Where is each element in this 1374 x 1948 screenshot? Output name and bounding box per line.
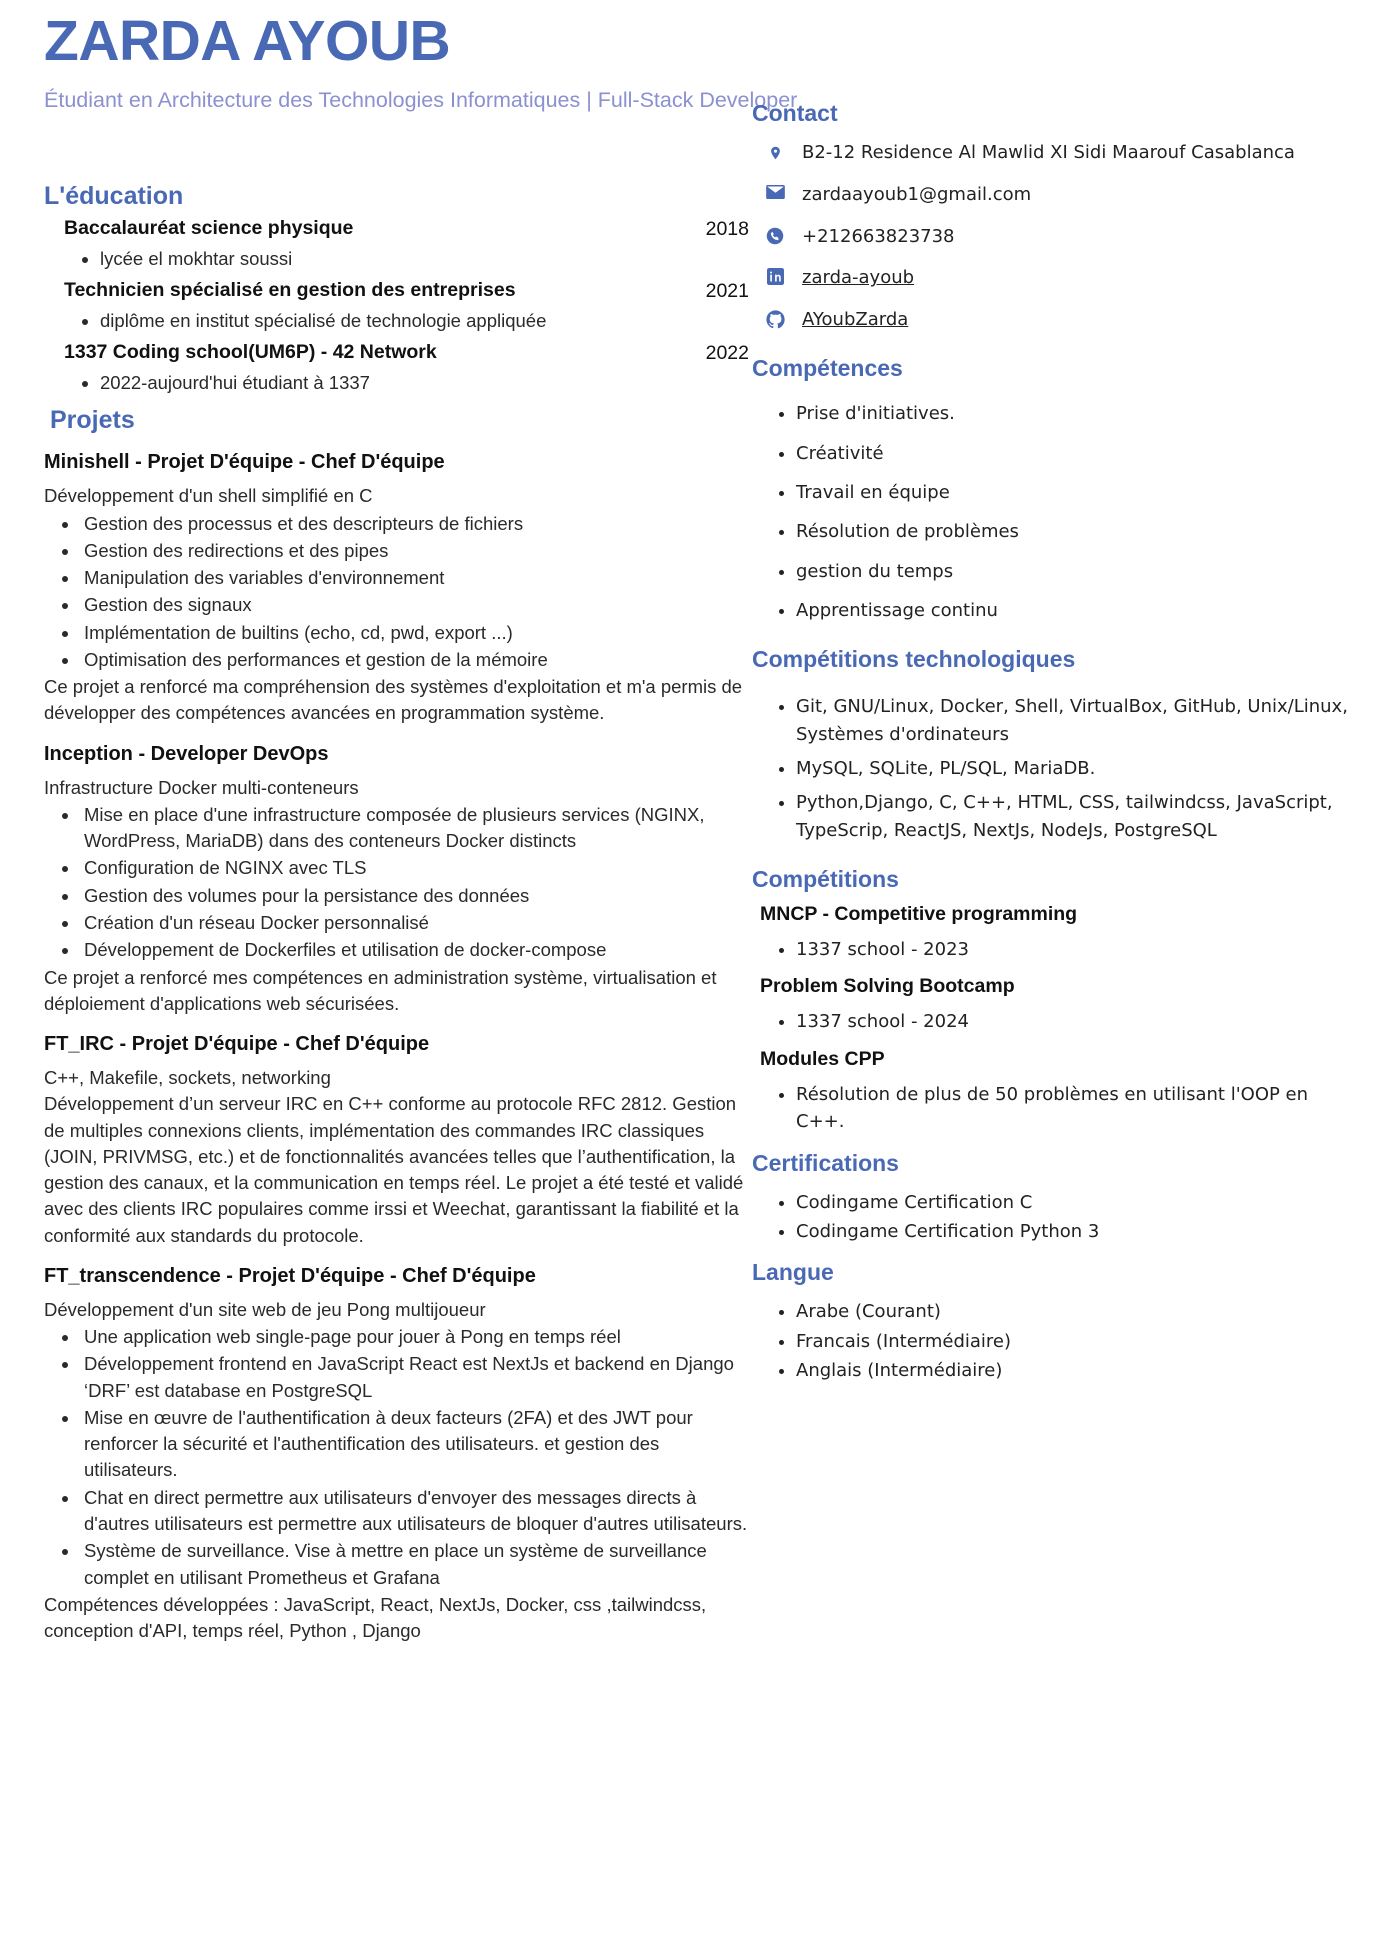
education-year: 2018 <box>705 218 749 240</box>
education-title: Baccalauréat science physique <box>64 217 354 239</box>
list-item: • diplôme en institut spécialisé de technologie appliquée <box>100 307 749 335</box>
project-summary: Développement d’un serveur IRC en C++ conforme au protocole RFC 2812. Gestion de multiples connexions clients, implémentation des commandes IRC classiques (JOIN, PRIVMSG, etc.) et de fonctionnalités avancées telles que l’authentification, la gestion des canaux, et la communication en temps réel. Le projet a été testé et validé avec des clients IRC populaires comme irssi et Weechat, garantissant la fiabilité et la conformité aux standards du protocole. <box>44 1093 744 1246</box>
list-item: • Gestion des processus et des descripteurs de fichiers <box>80 511 749 537</box>
project-bullets <box>80 802 749 964</box>
contact-email-text: zardaayoub1@gmail.com <box>802 183 1032 205</box>
certifications-section <box>752 1150 1352 1246</box>
list-item: • Manipulation des variables d'environnement <box>80 565 749 591</box>
list-item: • Anglais (Intermédiaire) <box>796 1357 1352 1384</box>
competition-bullets <box>796 1008 1352 1035</box>
list-item: • Implémentation de builtins (echo, cd, pwd, export ...) <box>80 620 749 646</box>
list-item: • Créativité <box>796 440 1352 467</box>
list-item: • Création d'un réseau Docker personnalisé <box>80 910 749 936</box>
project-lead: Développement d'un shell simplifié en C <box>44 485 373 507</box>
project-item <box>44 451 749 726</box>
education-title: Technicien spécialisé en gestion des entreprises <box>64 278 516 301</box>
github-icon <box>760 308 790 329</box>
list-item: • Gestion des redirections et des pipes <box>80 538 749 564</box>
education-section <box>44 182 749 396</box>
education-year: 2021 <box>705 279 749 302</box>
list-item: • Résolution de plus de 50 problèmes en utilisant l'OOP en C++. <box>796 1081 1352 1136</box>
contact-github[interactable] <box>760 308 1352 333</box>
list-item: • Francais (Intermédiaire) <box>796 1328 1352 1355</box>
left-column <box>44 182 749 1644</box>
list-item: • Gestion des signaux <box>80 592 749 618</box>
project-item <box>44 743 749 1017</box>
list-item: • Apprentissage continu <box>796 597 1352 624</box>
project-title: FT_IRC - Projet D'équipe - Chef D'équipe <box>44 1033 430 1056</box>
education-bullets <box>100 307 749 335</box>
list-item: • Configuration de NGINX avec TLS <box>80 855 749 881</box>
project-summary: Compétences développées : JavaScript, React, NextJs, Docker, css ,tailwindcss, conception d'API, temps réel, Python , Django <box>44 1593 707 1642</box>
contact-linkedin[interactable] <box>760 266 1352 291</box>
list-item: • MySQL, SQLite, PL/SQL, MariaDB. <box>796 755 1352 782</box>
envelope-icon <box>760 183 790 199</box>
list-item: • Mise en œuvre de l'authentification à deux facteurs (2FA) et des JWT pour renforcer la sécurité et l'authentification des utilisateurs. et gestion des utilisateurs. <box>80 1405 749 1484</box>
languages-section <box>752 1259 1352 1384</box>
tech-skills-section <box>752 646 1352 844</box>
contact-section <box>752 100 1352 333</box>
competitions-heading: Compétitions <box>752 866 899 893</box>
project-title: FT_transcendence - Projet D'équipe - Chef D'équipe <box>44 1264 536 1287</box>
list-item: • Une application web single-page pour jouer à Pong en temps réel <box>80 1324 749 1350</box>
competition-item <box>752 903 1352 963</box>
list-item: • Arabe (Courant) <box>796 1298 1352 1325</box>
tech-skills-list <box>796 693 1352 844</box>
project-bullets <box>80 511 749 674</box>
project-lead: Développement d'un site web de jeu Pong multijoueur <box>44 1298 486 1320</box>
education-entry <box>44 217 749 273</box>
contact-address-text: B2-12 Residence Al Mawlid XI Sidi Maarouf Casablanca <box>802 142 1295 163</box>
contact-phone[interactable] <box>760 225 1352 250</box>
skills-section <box>752 355 1352 624</box>
education-heading: L'éducation <box>44 182 184 210</box>
list-item: • Résolution de problèmes <box>796 518 1352 545</box>
education-bullets <box>100 245 749 273</box>
skills-heading: Compétences <box>752 355 903 382</box>
list-item: • Chat en direct permettre aux utilisateurs d'envoyer des messages directs à d'autres utilisateurs est permettre aux utilisateurs de bloquer d'autres utilisateurs. <box>80 1485 749 1538</box>
contact-github-text[interactable]: AYoubZarda <box>802 309 909 331</box>
education-entry <box>44 341 749 397</box>
project-lead: Infrastructure Docker multi-conteneurs <box>44 776 359 798</box>
projects-section <box>44 406 749 1644</box>
education-bullets <box>100 369 749 397</box>
candidate-subtitle: Étudiant en Architecture des Technologies Informatiques | Full-Stack Developer <box>44 88 798 113</box>
education-title: 1337 Coding school(UM6P) - 42 Network <box>64 340 437 363</box>
list-item: • 2022-aujourd'hui étudiant à 1337 <box>100 369 749 397</box>
competition-item <box>752 1048 1352 1136</box>
competition-title: Modules CPP <box>760 1047 885 1070</box>
tech-skills-heading: Compétitions technologiques <box>752 646 1076 673</box>
right-column <box>752 100 1352 1398</box>
certifications-heading: Certifications <box>752 1149 899 1176</box>
list-item: • Mise en place d'une infrastructure composée de plusieurs services (NGINX, WordPress, MariaDB) dans des conteneurs Docker distincts <box>80 802 749 855</box>
competitions-section <box>752 866 1352 1135</box>
list-item: • 1337 school - 2024 <box>796 1008 1352 1035</box>
languages-list <box>796 1298 1352 1384</box>
list-item: • Codingame Certification Python 3 <box>796 1218 1352 1245</box>
languages-heading: Langue <box>752 1259 834 1286</box>
contact-phone-text: +212663823738 <box>802 225 955 247</box>
list-item: • Python,Django, C, C++, HTML, CSS, tailwindcss, JavaScript, TypeScrip, ReactJS, NextJs, NodeJs, PostgreSQL <box>796 789 1352 844</box>
competition-title: Problem Solving Bootcamp <box>760 975 1015 998</box>
project-title: Inception - Developer DevOps <box>44 742 329 765</box>
project-bullets <box>80 1324 749 1591</box>
project-item <box>44 1033 749 1249</box>
candidate-name: ZARDA AYOUB <box>44 9 451 73</box>
projects-heading: Projets <box>50 406 135 435</box>
list-item: • Travail en équipe <box>796 479 1352 506</box>
list-item: • 1337 school - 2023 <box>796 936 1352 963</box>
project-summary: Ce projet a renforcé mes compétences en administration système, virtualisation et déploiement d'applications web sécurisées. <box>44 966 717 1014</box>
project-title: Minishell - Projet D'équipe - Chef D'équipe <box>44 451 445 474</box>
location-pin-icon <box>760 141 790 163</box>
education-year: 2022 <box>705 341 749 364</box>
competition-item <box>752 975 1352 1035</box>
certifications-list <box>796 1189 1352 1246</box>
list-item: • Git, GNU/Linux, Docker, Shell, VirtualBox, GitHub, Unix/Linux, Systèmes d'ordinateurs <box>796 693 1352 748</box>
list-item: • Optimisation des performances et gestion de la mémoire <box>80 647 749 673</box>
project-item <box>44 1265 749 1644</box>
list-item: • lycée el mokhtar soussi <box>100 245 749 273</box>
contact-list <box>760 141 1352 333</box>
contact-address <box>760 141 1352 166</box>
contact-heading: Contact <box>752 100 838 126</box>
education-entry <box>44 279 749 335</box>
contact-linkedin-text[interactable]: zarda-ayoub <box>802 267 915 289</box>
competition-bullets <box>796 1081 1352 1136</box>
list-item: • Développement de Dockerfiles et utilisation de docker-compose <box>80 937 749 963</box>
skills-list <box>796 400 1352 624</box>
contact-email[interactable] <box>760 183 1352 208</box>
list-item: • Système de surveillance. Vise à mettre en place un système de surveillance complet en utilisant Prometheus et Grafana <box>80 1538 749 1591</box>
list-item: • gestion du temps <box>796 558 1352 585</box>
competition-title: MNCP - Competitive programming <box>760 903 1078 926</box>
competition-bullets <box>796 936 1352 963</box>
list-item: • Développement frontend en JavaScript React est NextJs et backend en Django ‘DRF’ est database en PostgreSQL <box>80 1351 749 1404</box>
list-item: • Gestion des volumes pour la persistance des données <box>80 883 749 909</box>
project-lead: C++, Makefile, sockets, networking <box>44 1067 331 1089</box>
list-item: • Prise d'initiatives. <box>796 400 1352 427</box>
list-item: • Codingame Certification C <box>796 1189 1352 1216</box>
project-summary: Ce projet a renforcé ma compréhension des systèmes d'exploitation et m'a permis de développer des compétences avancées en programmation système. <box>44 676 743 724</box>
phone-icon <box>760 225 790 245</box>
linkedin-icon <box>760 266 790 285</box>
